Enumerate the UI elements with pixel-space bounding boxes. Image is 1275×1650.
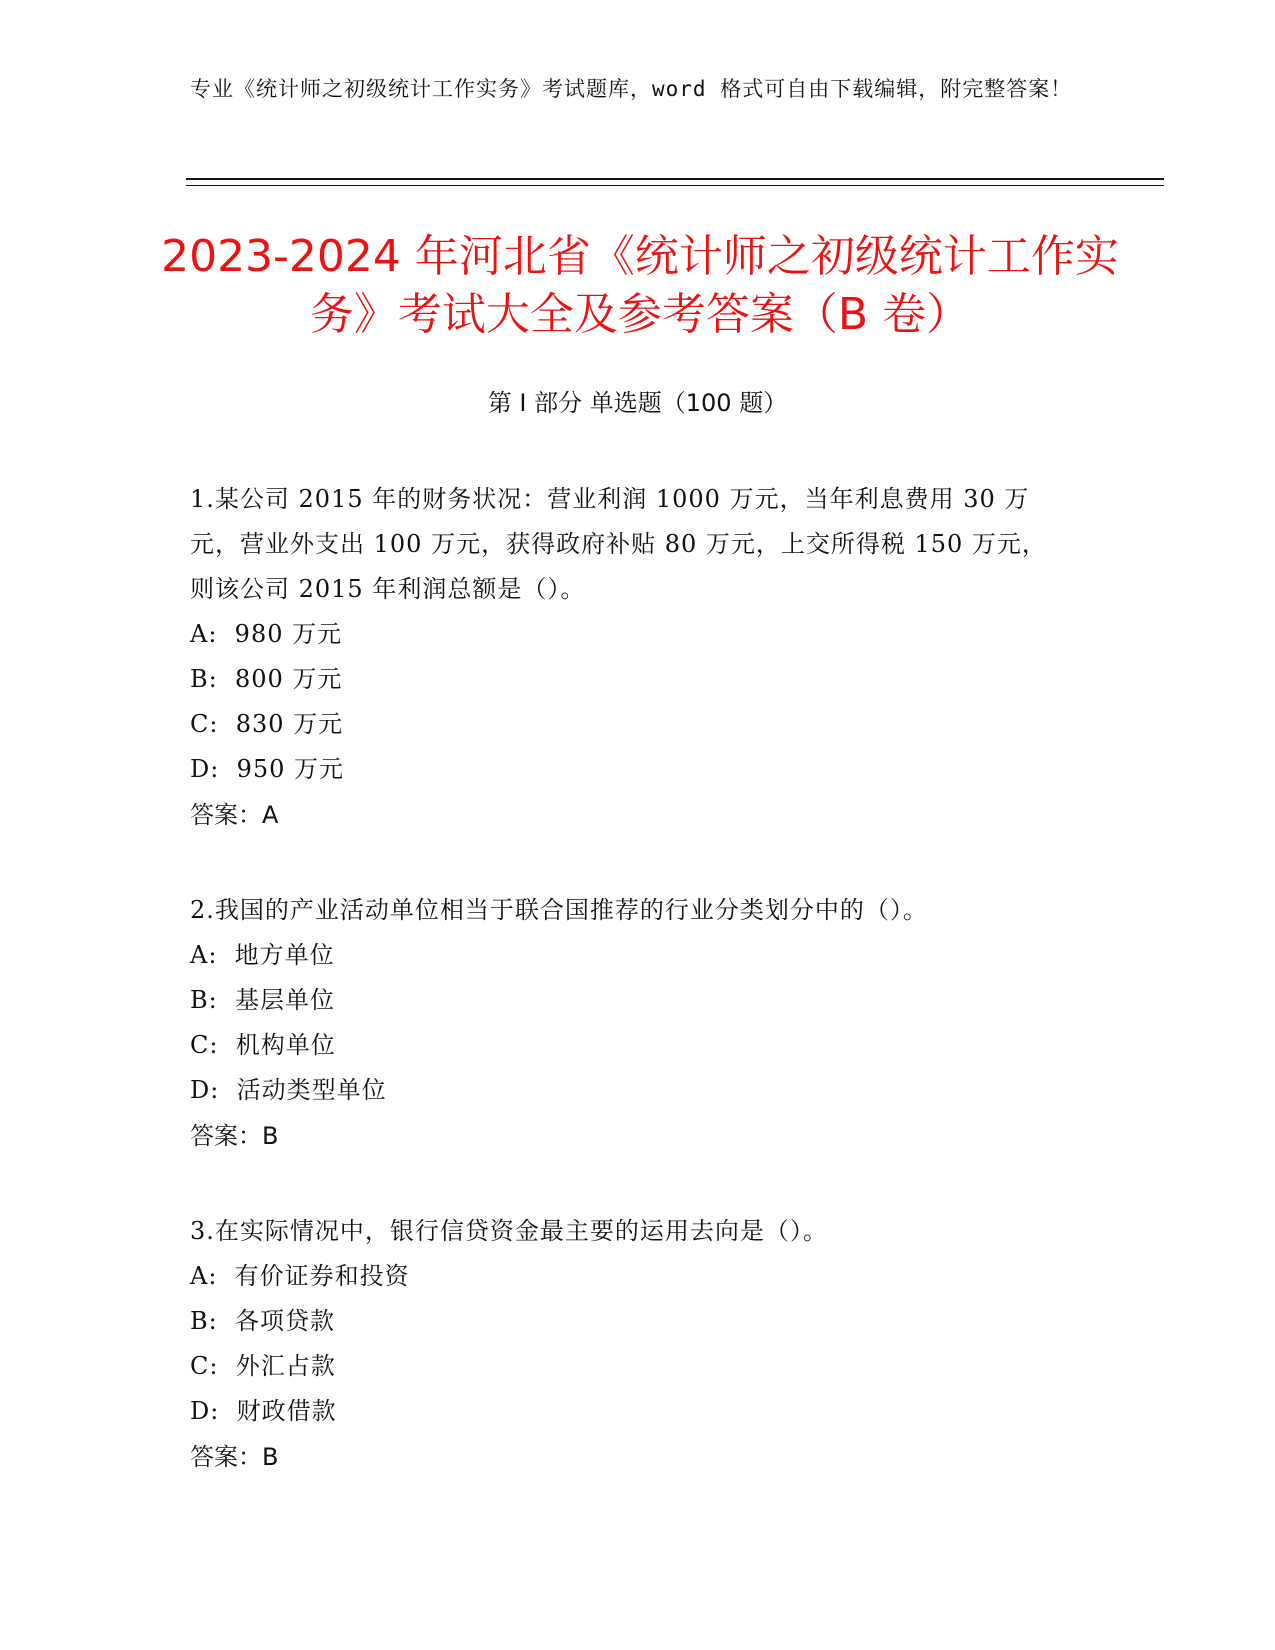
option-d: D: 财政借款 bbox=[190, 1397, 337, 1425]
question-2 bbox=[190, 888, 1070, 1159]
question-stem: 3.在实际情况中，银行信贷资金最主要的运用去向是（）。 bbox=[190, 1217, 828, 1245]
option-d: D: 950 万元 bbox=[190, 755, 345, 783]
option-a: A: 地方单位 bbox=[190, 941, 335, 969]
option-b: B: 800 万元 bbox=[190, 665, 343, 693]
option-b: B: 基层单位 bbox=[190, 986, 335, 1014]
option-c: C: 机构单位 bbox=[190, 1031, 336, 1059]
answer: 答案：B bbox=[190, 1122, 279, 1150]
header-rule-thin bbox=[186, 185, 1164, 186]
option-a: A: 有价证券和投资 bbox=[190, 1262, 410, 1290]
header-note: 专业《统计师之初级统计工作实务》考试题库，word 格式可自由下载编辑，附完整答案！ bbox=[190, 77, 1073, 101]
option-c: C: 830 万元 bbox=[190, 710, 344, 738]
option-b: B: 各项贷款 bbox=[190, 1307, 335, 1335]
question-1 bbox=[190, 477, 1070, 838]
section-heading: 第 I 部分 单选题（100 题） bbox=[487, 389, 788, 417]
option-d: D: 活动类型单位 bbox=[190, 1076, 387, 1104]
answer: 答案：B bbox=[190, 1443, 279, 1471]
question-list bbox=[190, 477, 1070, 1530]
answer: 答案：A bbox=[190, 801, 279, 829]
option-c: C: 外汇占款 bbox=[190, 1352, 336, 1380]
question-stem: 1.某公司 2015 年的财务状况：营业利润 1000 万元，当年利息费用 30 万元，营业外支出 100 万元，获得政府补贴 80 万元，上交所得税 150 万元，则该公司 2015 年利润总额是（）。 bbox=[190, 485, 1047, 603]
question-3 bbox=[190, 1209, 1070, 1480]
option-a: A: 980 万元 bbox=[190, 620, 343, 648]
header-rule-thick bbox=[186, 178, 1164, 180]
question-stem: 2.我国的产业活动单位相当于联合国推荐的行业分类划分中的（）。 bbox=[190, 896, 928, 924]
document-title: 2023-2024 年河北省《统计师之初级统计工作实务》考试大全及参考答案（B 卷） bbox=[161, 231, 1119, 340]
